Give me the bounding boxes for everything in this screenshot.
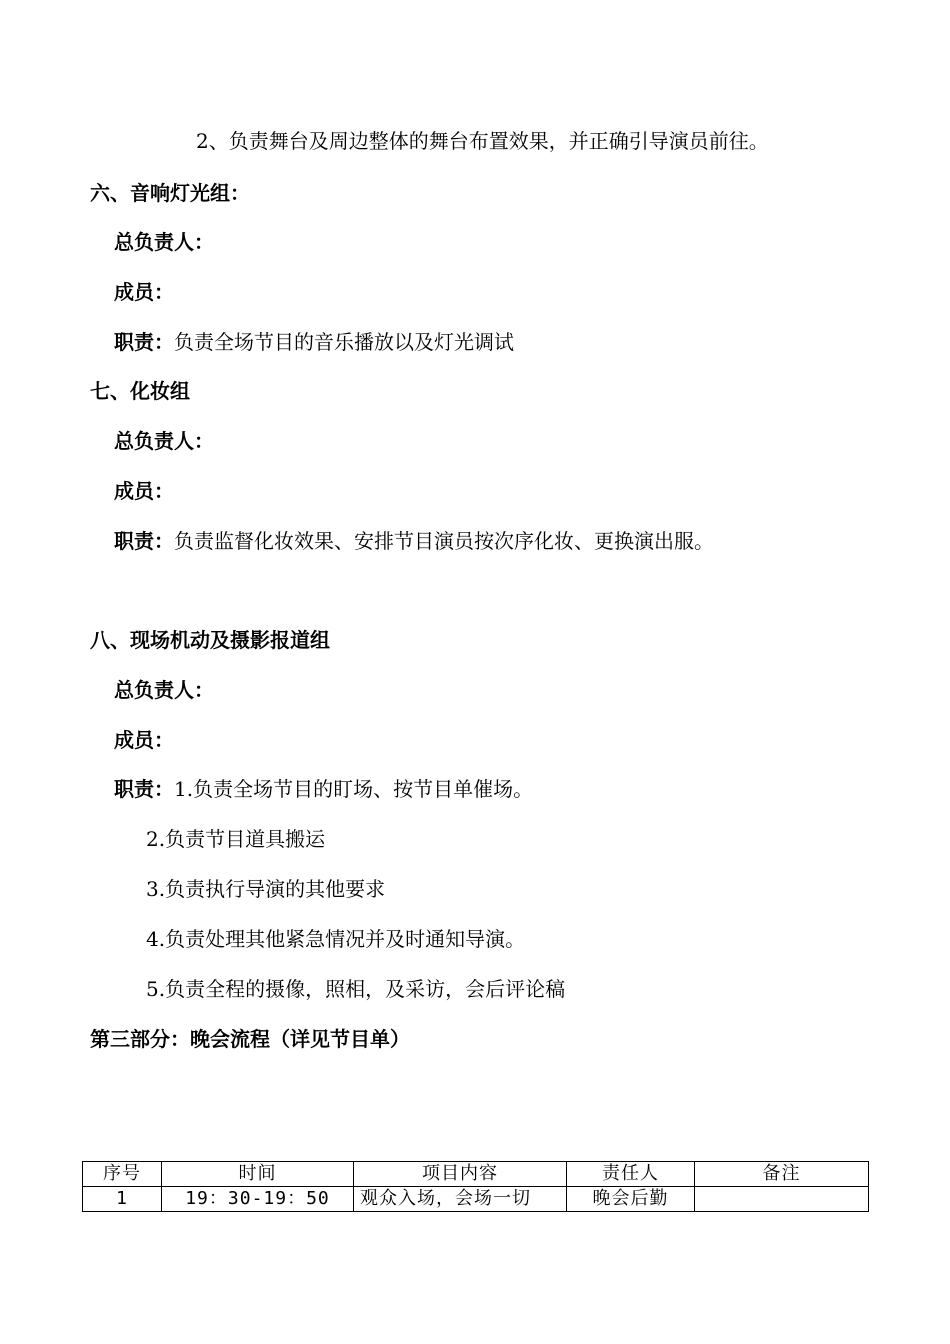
- section8-duty-2: 2.负责节目道具搬运: [146, 827, 326, 851]
- cell-index: 1: [83, 1187, 162, 1212]
- section8-members-label: 成员：: [114, 728, 174, 752]
- section7-duty-text: 负责监督化妆效果、安排节目演员按次序化妆、更换演出服。: [174, 529, 714, 553]
- table-header-row: [83, 1162, 869, 1187]
- section6-duty-text: 负责全场节目的音乐播放以及灯光调试: [174, 330, 514, 354]
- section8-duty-1: [114, 776, 533, 802]
- section6-heading: 六、音响灯光组：: [90, 181, 250, 205]
- header-cell-notes: 备注: [695, 1162, 869, 1187]
- section8-heading: 八、现场机动及摄影报道组: [90, 628, 330, 652]
- section6-leader-label: 总负责人：: [114, 230, 214, 254]
- cell-owner: 晚会后勤: [567, 1187, 695, 1212]
- section8-duty-4: 4.负责处理其他紧急情况并及时通知导演。: [146, 927, 526, 951]
- section7-members-label: 成员：: [114, 479, 174, 503]
- schedule-table: [82, 1161, 869, 1212]
- section7-duty-label: 职责：: [114, 529, 174, 553]
- table-row: [83, 1187, 869, 1212]
- part3-heading: 第三部分：晚会流程（详见节目单）: [90, 1027, 410, 1051]
- section6-duty: [114, 329, 514, 355]
- section6-duty-label: 职责：: [114, 330, 174, 354]
- section7-duty: [114, 528, 714, 554]
- section8-duty-text-1: 1.负责全场节目的盯场、按节目单催场。: [174, 777, 534, 801]
- section8-duty-label: 职责：: [114, 777, 174, 801]
- section7-leader-label: 总负责人：: [114, 429, 214, 453]
- section8-duty-5: 5.负责全程的摄像，照相，及采访，会后评论稿: [146, 977, 566, 1001]
- section8-leader-label: 总负责人：: [114, 678, 214, 702]
- header-cell-index: 序号: [83, 1162, 162, 1187]
- header-cell-content: 项目内容: [354, 1162, 567, 1187]
- intro-item: 2、负责舞台及周边整体的舞台布置效果，并正确引导演员前往。: [196, 129, 769, 153]
- cell-notes: [695, 1187, 869, 1212]
- section6-members-label: 成员：: [114, 280, 174, 304]
- cell-content: 观众入场，会场一切: [354, 1187, 567, 1212]
- section8-duty-3: 3.负责执行导演的其他要求: [146, 877, 386, 901]
- header-cell-time: 时间: [162, 1162, 354, 1187]
- header-cell-owner: 责任人: [567, 1162, 695, 1187]
- section7-heading: 七、化妆组: [90, 379, 190, 403]
- cell-time: 19：30-19：50: [162, 1187, 354, 1212]
